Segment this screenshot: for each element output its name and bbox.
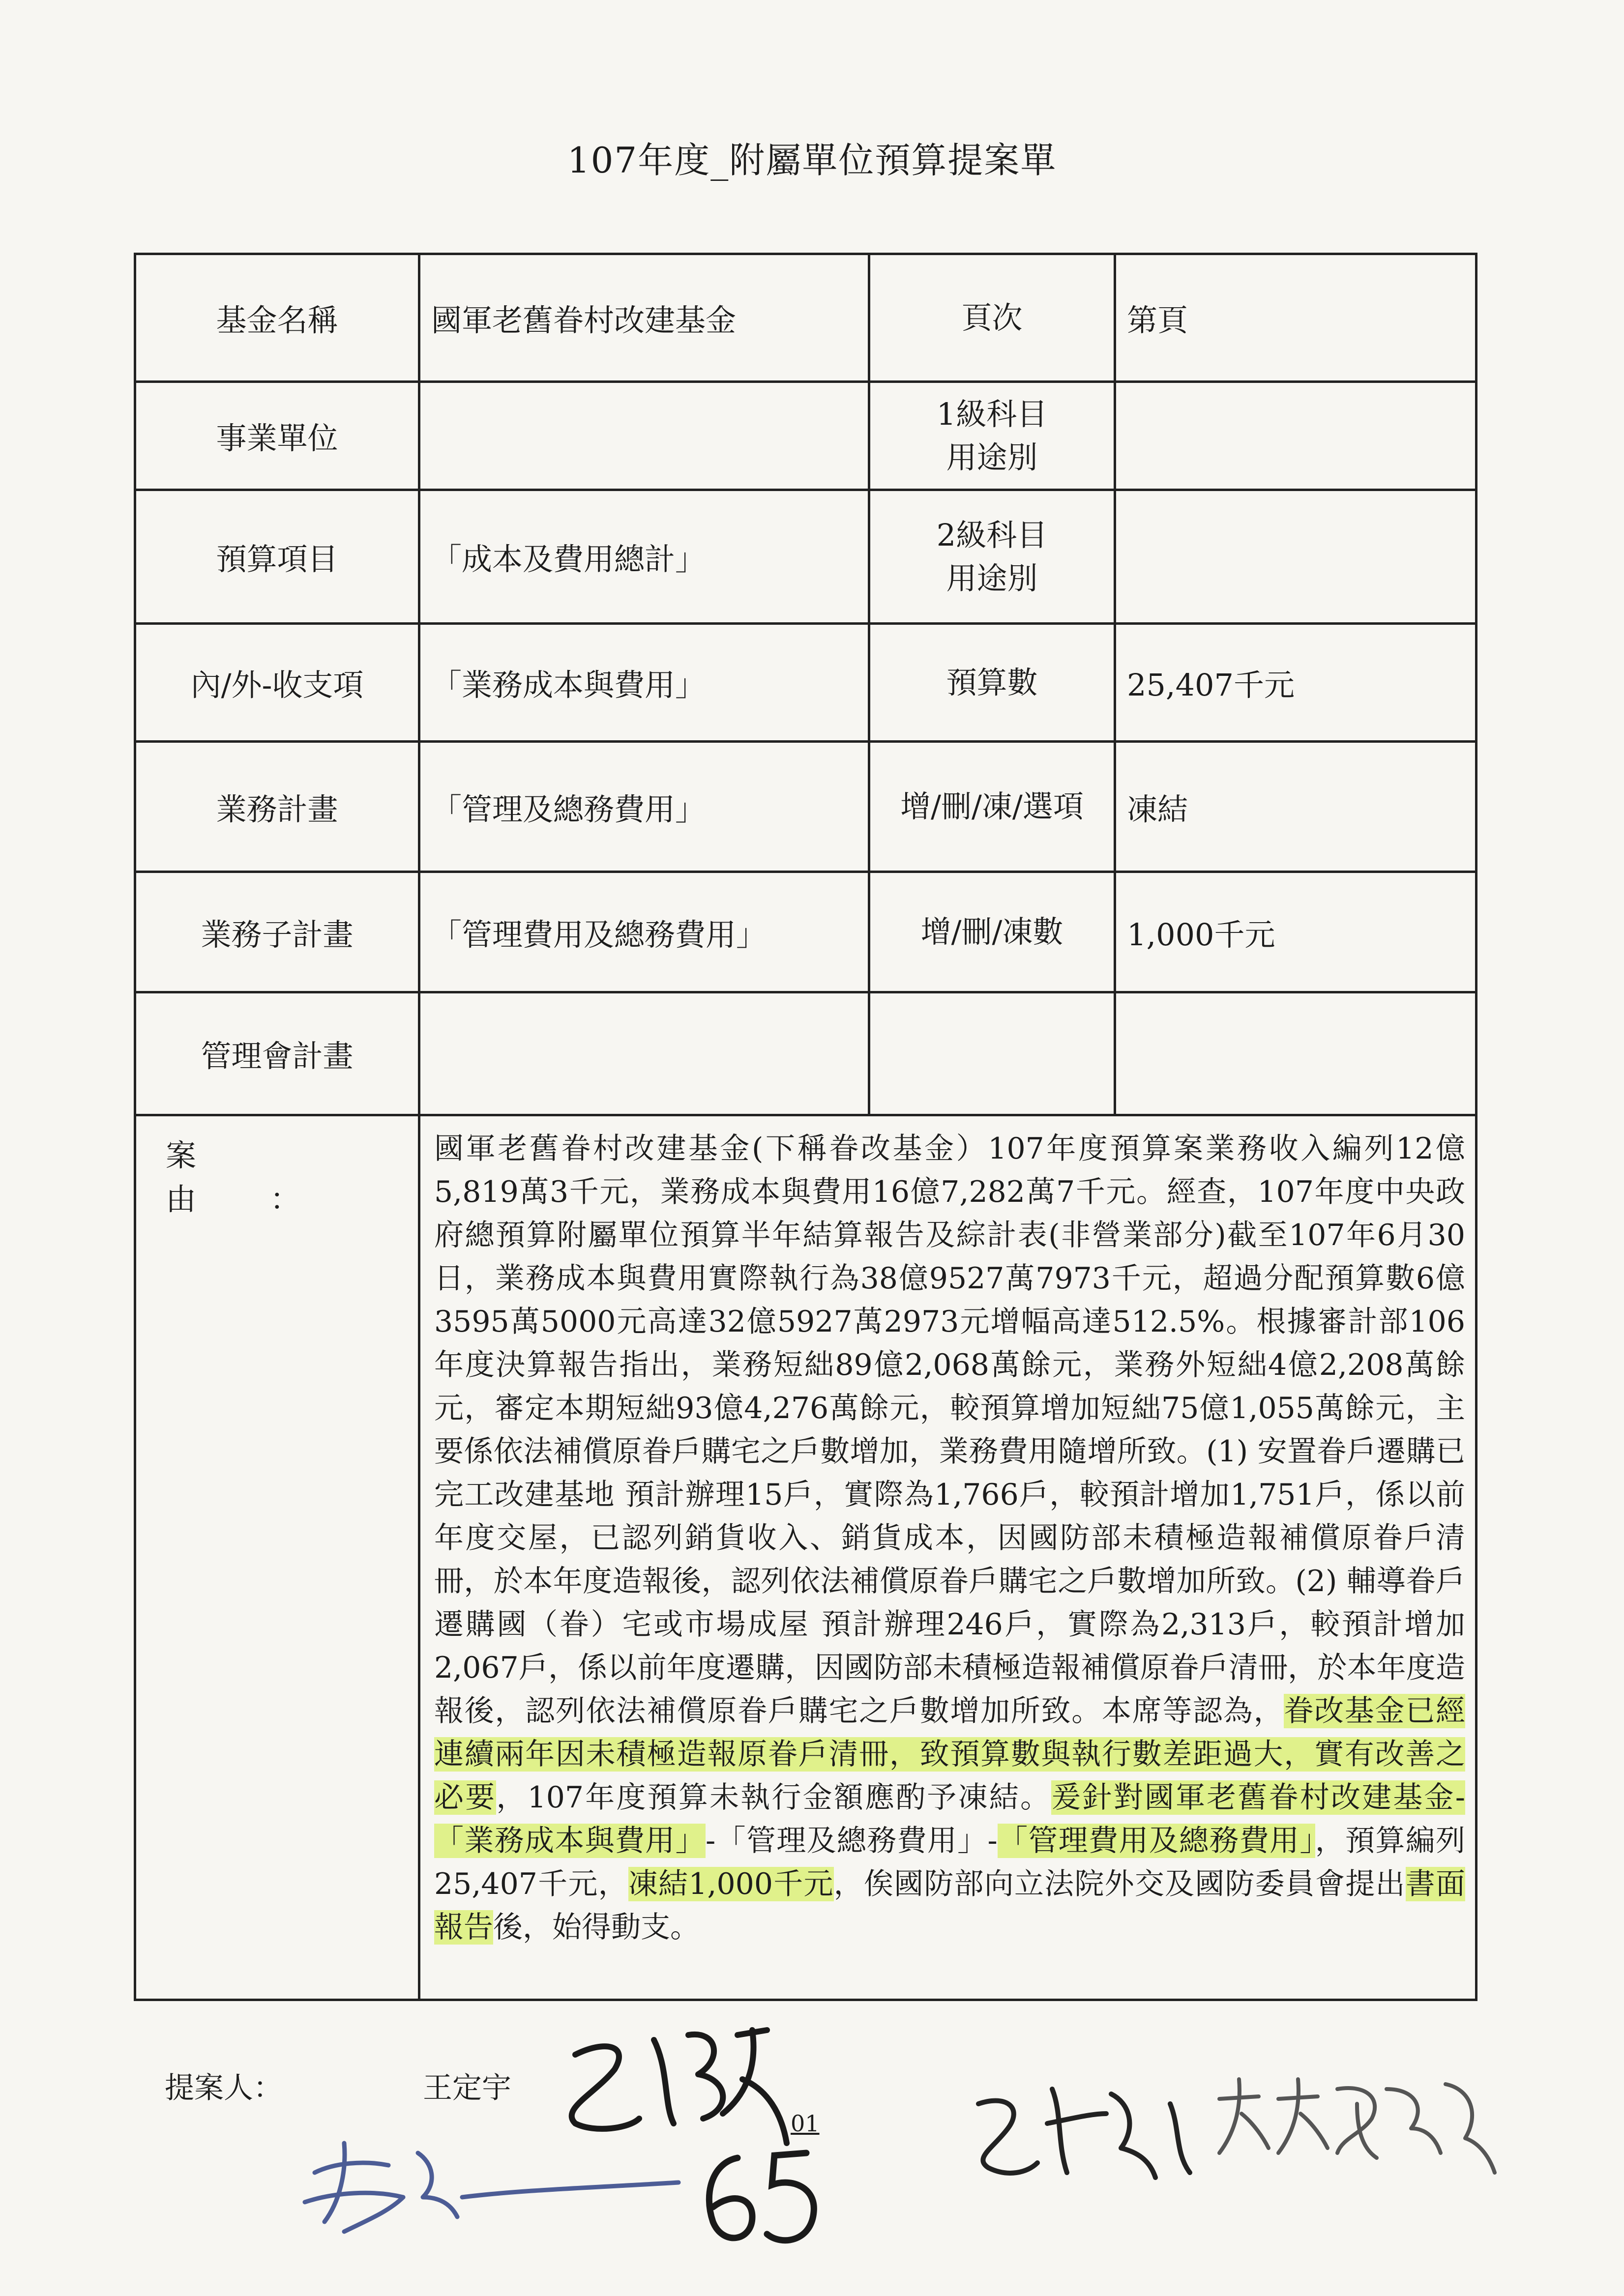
signature-blue-left xyxy=(305,2143,679,2232)
row-mid-label: 1級科目 用途別 xyxy=(869,382,1115,490)
row-right-value: 1,000千元 xyxy=(1115,872,1476,992)
proposer-name: 王定宇 xyxy=(423,2071,511,2105)
row-label: 內/外-收支項 xyxy=(135,624,419,742)
row-value: 「成本及費用總計」 xyxy=(419,490,869,624)
row-mid-label: 頁次 xyxy=(869,254,1115,382)
row-label: 業務子計畫 xyxy=(135,872,419,992)
highlight: 眷改基金已經連續兩年因未積極造報原眷戶清冊，致預算數與執行數差距過大，實有改善之必要 xyxy=(434,1694,1466,1815)
row-right-value: 凍結 xyxy=(1115,742,1476,872)
row-value: 「業務成本與費用」 xyxy=(419,624,869,742)
highlight: 凍結1,000千元 xyxy=(628,1867,834,1901)
signature-gray-right xyxy=(1219,2079,1495,2173)
signature-black xyxy=(572,2030,787,2143)
row-label: 業務計畫 xyxy=(135,742,419,872)
handwritten-page-number xyxy=(709,2153,814,2240)
proposer-label: 提案人： xyxy=(165,2071,283,2105)
row-right-value: 25,407千元 xyxy=(1115,624,1476,742)
row-value: 「管理費用及總務費用」 xyxy=(419,872,869,992)
row-label: 預算項目 xyxy=(135,490,419,624)
highlight: 爰針對國軍老舊眷村改建基金-「業務成本與費用」 xyxy=(434,1780,1465,1858)
row-label: 基金名稱 xyxy=(135,254,419,382)
signature-black-right xyxy=(978,2089,1190,2178)
highlight: 書面報告 xyxy=(434,1867,1465,1945)
row-right-value: 第頁 xyxy=(1115,254,1476,382)
row-mid-label: 預算數 xyxy=(869,624,1115,742)
row-mid-label: 增/刪/凍數 xyxy=(869,872,1115,992)
page-title: 107年度_附屬單位預算提案單 xyxy=(567,140,1057,181)
highlight: 「管理費用及總務費用」 xyxy=(997,1824,1315,1858)
reason-label: 案由： xyxy=(135,1115,419,2000)
reason-text: 國軍老舊眷村改建基金(下稱眷改基金）107年度預算案業務收入編列12億5,819萬3千元，業務成本與費用16億7,282萬7千元。經查，107年度中央政府總預算附屬單位預算半年結算報告及綜計表(非營業部分)截至107年6月30日，業務成本與費用實際執行為38億9527萬7973千元，超過分配預算數6億3595萬5000元高達32億5927萬2973元增幅高達512.5%。根據審計部106年度決算報告指出，業務短絀89億2,068萬餘元，業務外短絀4億2,208萬餘元，審定本期短絀93億4,276萬餘元，較預算增加短絀75億1,055萬餘元，主要係依法補償原眷戶購宅之戶數增加，業務費用隨增所致。(1) 安置眷戶遷購已完工改建基地 預計辦理15戶，實際為1,766戶，較預計增加1,751戶，係以前年度交屋，已認列銷貨收入、銷貨成本，因國防部未積極造報補償原眷戶清冊，於本年度造報後，認列依法補償原眷戶購宅之戶數增加所致。(2) 輔導眷戶遷購國（眷）宅或市場成屋 預計辦理246戶，實際為2,313戶，較預計增加2,067戶，係以前年度遷購，因國防部未積極造報補償原眷戶清冊，於本年度造報後，認列依法補償原眷戶購宅之戶數增加所致。本席等認為，眷改基金已經連續兩年因未積極造報原眷戶清冊，致預算數與執行數差距過大，實有改善之必要，107年度預算未執行金額應酌予凍結。爰針對國軍老舊眷村改建基金-「業務成本與費用」-「管理及總務費用」-「管理費用及總務費用」，預算編列25,407千元，凍結1,000千元，俟國防部向立法院外交及國防委員會提出書面報告後，始得動支。 xyxy=(419,1115,1476,2000)
page-number: 01 xyxy=(791,2110,820,2137)
row-mid-label: 2級科目 用途別 xyxy=(869,490,1115,624)
row-value: 「管理及總務費用」 xyxy=(419,742,869,872)
row-value: 國軍老舊眷村改建基金 xyxy=(419,254,869,382)
row-label: 事業單位 xyxy=(135,382,419,490)
row-label: 管理會計畫 xyxy=(135,992,419,1115)
row-mid-label: 增/刪/凍/選項 xyxy=(869,742,1115,872)
